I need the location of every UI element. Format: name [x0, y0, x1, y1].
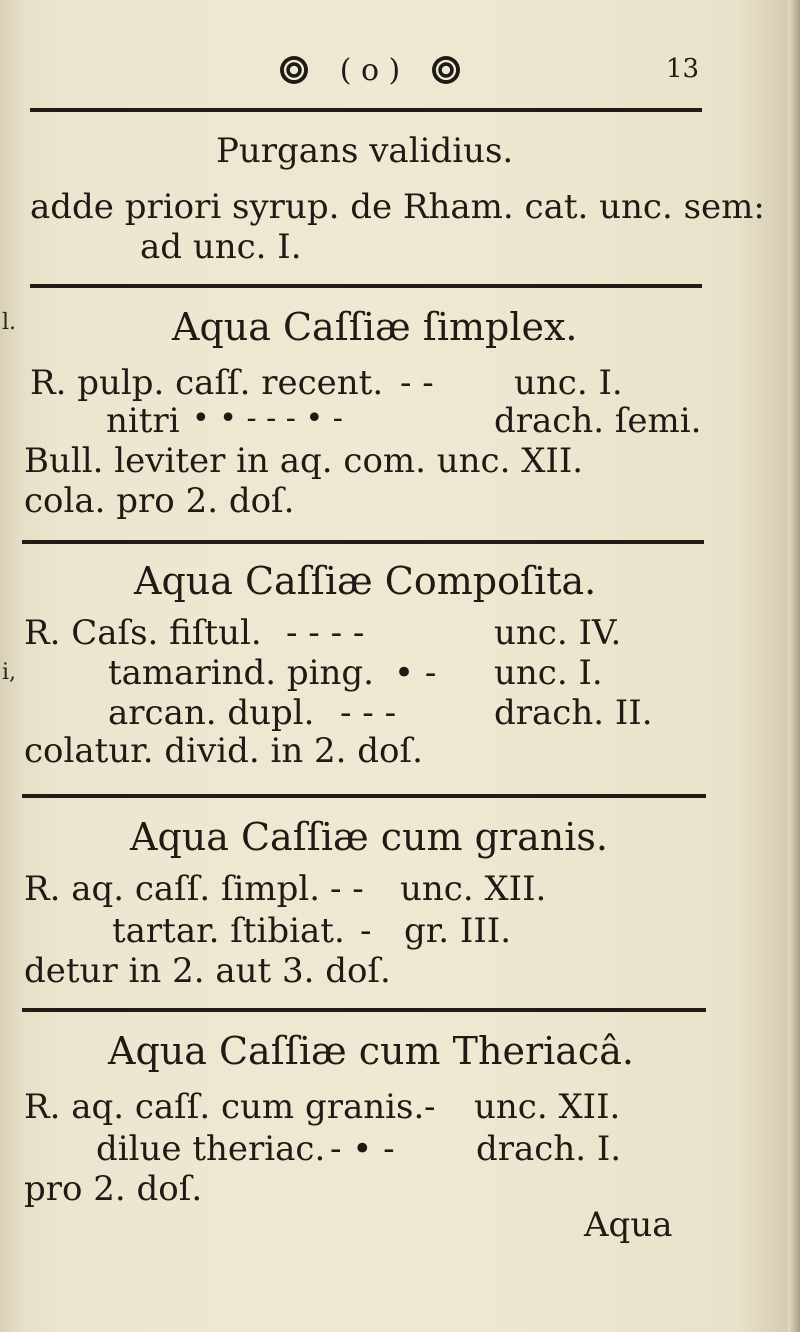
- ingredient-quantity: unc. IV.: [494, 613, 622, 653]
- ingredient-name: nitri: [106, 401, 180, 441]
- section-title: Aqua Caſſiæ cum granis.: [130, 815, 609, 859]
- ingredient-quantity: drach. II.: [494, 693, 653, 733]
- ingredient-quantity: unc. I.: [494, 653, 603, 693]
- ingredient-name: R. Caſs. fiſtul.: [24, 613, 262, 653]
- header-ornament: [280, 50, 460, 90]
- recipe-line: ad unc. I.: [140, 227, 302, 267]
- recipe-line: Bull. leviter in aq. com. unc. XII.: [24, 441, 584, 481]
- ingredient-name: tartar. ſtibiat.: [112, 911, 345, 951]
- catchword: Aqua: [584, 1205, 673, 1245]
- recipe-line: detur in 2. aut 3. doſ.: [24, 951, 391, 991]
- section-divider: [22, 540, 704, 544]
- ingredient-dots: - -: [330, 869, 364, 909]
- section-title: Aqua Caſſiæ Compoſita.: [134, 559, 597, 603]
- section-divider: [22, 1008, 706, 1012]
- ingredient-dots: • -: [394, 653, 437, 693]
- margin-mark: i,: [2, 660, 17, 685]
- recipe-line: colatur. divid. in 2. doſ.: [24, 731, 423, 771]
- ingredient-quantity: unc. I.: [514, 363, 623, 403]
- ingredient-quantity: drach. I.: [476, 1129, 622, 1169]
- page-edge: [788, 0, 800, 1332]
- section-divider: [22, 794, 706, 798]
- page-number: 13: [666, 54, 700, 84]
- ingredient-quantity: unc. XII.: [400, 869, 547, 909]
- ingredient-name: R. aq. caſſ. cum granis.: [24, 1087, 425, 1127]
- section-title: Aqua Caſſiæ ſimplex.: [172, 305, 578, 349]
- section-title: Purgans validius.: [216, 131, 514, 171]
- ingredient-dots: - -: [400, 363, 434, 403]
- header-ornament-text: ( o ): [339, 52, 401, 88]
- ingredient-name: R. pulp. caſſ. recent.: [30, 363, 384, 403]
- ingredient-name: R. aq. caſſ. ſimpl.: [24, 869, 321, 909]
- ingredient-dots: -: [424, 1087, 436, 1127]
- ingredient-dots: -: [360, 911, 372, 951]
- ingredient-name: arcan. dupl.: [108, 693, 315, 733]
- ingredient-name: dilue theriac.: [96, 1129, 326, 1169]
- ingredient-quantity: drach. ſemi.: [494, 401, 702, 441]
- ingredient-dots: • • - - - • -: [192, 401, 343, 436]
- recipe-line: pro 2. doſ.: [24, 1169, 203, 1209]
- ingredient-quantity: unc. XII.: [474, 1087, 621, 1127]
- rosette-icon: [432, 56, 460, 84]
- ingredient-dots: - - - -: [286, 613, 365, 653]
- ingredient-dots: - - -: [340, 693, 397, 733]
- margin-mark: l.: [2, 310, 17, 335]
- rosette-icon: [280, 56, 308, 84]
- ingredient-name: tamarind. ping.: [108, 653, 374, 693]
- ingredient-quantity: gr. III.: [404, 911, 511, 951]
- recipe-line: adde priori syrup. de Rham. cat. unc. sem:: [30, 187, 765, 227]
- recipe-line: cola. pro 2. doſ.: [24, 481, 295, 521]
- section-divider: [30, 284, 702, 288]
- header-rule: [30, 108, 702, 112]
- section-title: Aqua Caſſiæ cum Theriacâ.: [108, 1029, 634, 1073]
- ingredient-dots: - • -: [330, 1129, 395, 1169]
